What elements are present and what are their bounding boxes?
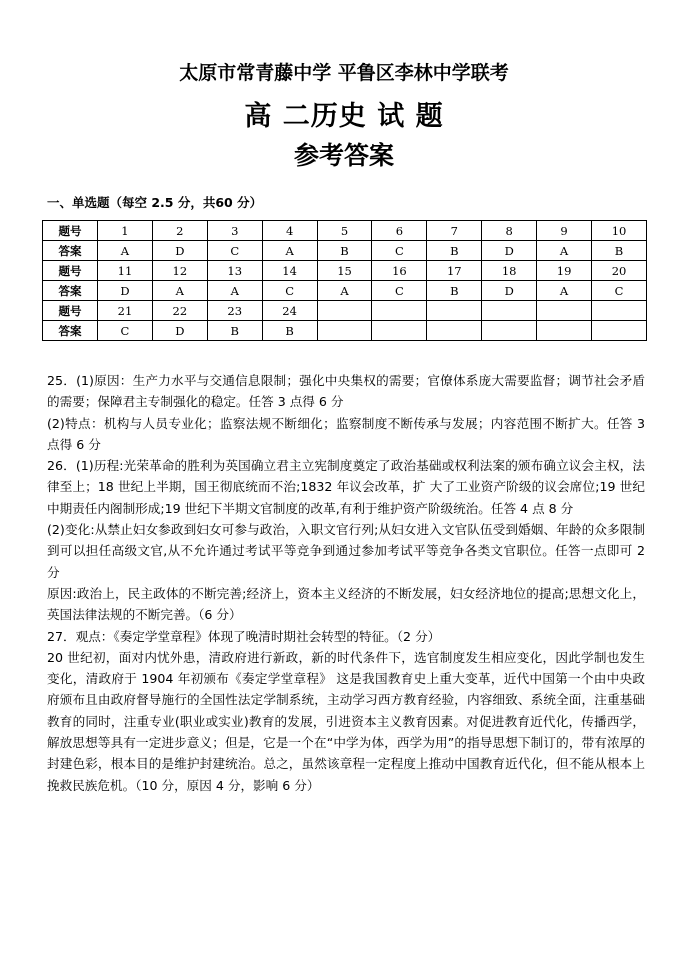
answer-cell [372, 321, 427, 341]
answer-cell: A [262, 241, 317, 261]
answer-cell [592, 321, 647, 341]
answer-cell: D [482, 281, 537, 301]
question-number-cell: 21 [98, 301, 153, 321]
question-number-cell [427, 301, 482, 321]
answer-cell: C [372, 241, 427, 261]
answer-cell: C [592, 281, 647, 301]
answer-cell [537, 321, 592, 341]
paragraph: (2)特点：机构与人员专业化；监察法规不断细化；监察制度不断传承与发展；内容范围不断扩大。任答 3 点得 6 分 [47, 415, 645, 452]
answer-row [43, 281, 647, 301]
question-number-cell: 2 [152, 221, 207, 241]
paragraph: 25．(1)原因：生产力水平与交通信息限制；强化中央集权的需要；官僚体系庞大需要监督；调节社会矛盾的需要；保障君主专制强化的稳定。任答 3 点得 6 分 [47, 373, 645, 410]
answer-cell: B [592, 241, 647, 261]
row-label: 答案 [43, 321, 98, 341]
question-number-cell: 18 [482, 261, 537, 281]
answer-table [42, 220, 647, 341]
question-number-cell: 15 [317, 261, 372, 281]
answer-cell: A [537, 241, 592, 261]
answer-row [43, 241, 647, 261]
answer-cell: B [427, 241, 482, 261]
answer-text [47, 370, 645, 796]
question-number-cell: 13 [207, 261, 262, 281]
question-number-cell: 11 [98, 261, 153, 281]
subject-title: 高 二历史 试 题 [244, 101, 444, 132]
answer-cell: D [482, 241, 537, 261]
row-label: 答案 [43, 281, 98, 301]
question-number-cell: 8 [482, 221, 537, 241]
answer-cell: C [262, 281, 317, 301]
answer-cell: B [427, 281, 482, 301]
paragraph: 20 世纪初，面对内忧外患，清政府进行新政，新的时代条件下，选官制度发生相应变化，因此学制也发生变化，清政府于 1904 年初颁布《奏定学堂章程》 这是我国教育史上重大变革，近代中国第一个由中央政府颁布且由政府督导施行的全国性法定学制系统，主动学习西方教育经验，内容细致、系统全面，注重基础教育的同时，注重专业(职业或实业)教育的发展，引进资本主义教育因素。对促进教育近代化，传播西学，解放思想等具有一定进步意义；但是，它是一个在“中学为体，西学为用”的指导思想下制订的，带有浓厚的封建色彩，根本目的是维护封建统治。总之，虽然该章程一定程度上推动中国教育近代化，但不能从根本上挽救民族危机。（10 分，原因 4 分，影响 6 分） [47, 649, 645, 793]
question-number-cell: 3 [207, 221, 262, 241]
answer-cell: A [207, 281, 262, 301]
question-number-cell [537, 301, 592, 321]
answer-cell: C [98, 321, 153, 341]
answer-cell: D [152, 241, 207, 261]
question-number-cell: 7 [427, 221, 482, 241]
answer-cell: A [98, 241, 153, 261]
answer-row [43, 321, 647, 341]
question-number-cell: 4 [262, 221, 317, 241]
question-number-cell: 24 [262, 301, 317, 321]
answer-cell: D [152, 321, 207, 341]
answer-cell: B [317, 241, 372, 261]
question-number-cell [372, 301, 427, 321]
question-number-cell: 23 [207, 301, 262, 321]
paragraph: 27．观点：《奏定学堂章程》体现了晚清时期社会转型的特征。（2 分） [47, 628, 441, 644]
question-number-cell: 19 [537, 261, 592, 281]
answer-cell: A [317, 281, 372, 301]
answer-cell: D [98, 281, 153, 301]
question-number-cell: 12 [152, 261, 207, 281]
answer-cell [317, 321, 372, 341]
question-number-cell: 22 [152, 301, 207, 321]
row-label: 题号 [43, 221, 98, 241]
question-number-cell [317, 301, 372, 321]
row-label: 题号 [43, 301, 98, 321]
row-label: 题号 [43, 261, 98, 281]
answer-cell: C [207, 241, 262, 261]
question-number-cell: 1 [98, 221, 153, 241]
row-label: 答案 [43, 241, 98, 261]
answer-cell: C [372, 281, 427, 301]
answer-cell: A [537, 281, 592, 301]
question-number-cell: 16 [372, 261, 427, 281]
question-number-cell: 20 [592, 261, 647, 281]
question-number-cell: 10 [592, 221, 647, 241]
question-number-cell: 5 [317, 221, 372, 241]
question-number-cell: 6 [372, 221, 427, 241]
answer-cell: A [152, 281, 207, 301]
question-number-row [43, 301, 647, 321]
answer-cell [482, 321, 537, 341]
doc-type-title: 参考答案 [293, 141, 394, 170]
question-number-cell: 9 [537, 221, 592, 241]
paragraph: 26．(1)历程:光荣革命的胜利为英国确立君主立宪制度奠定了政治基础或权利法案的颁布确立议会主权，法律至上；18 世纪上半期，国王彻底统而不治;1832 年议会改革，扩 大了工业资产阶级的议会席位;19 世纪中期责任内阁制形成;19 世纪下半期文官制度的改革,有利于维护资产阶级统治。任答 4 点 8 分 [47, 458, 645, 516]
question-number-cell [482, 301, 537, 321]
section-heading: 一、单选题（每空 2.5 分，共60 分） [47, 195, 263, 210]
paragraph: 原因:政治上，民主政体的不断完善;经济上，资本主义经济的不断发展，妇女经济地位的提高;思想文化上，英国法律法规的不断完善。（6 分） [47, 585, 645, 623]
paragraph: (2)变化:从禁止妇女参政到妇女可参与政治，入职文官行列;从妇女进入文官队伍受到婚姻、年龄的众多限制到可以担任高级文官,从不允许通过考试平等竞争到通过参加考试平等竞争各类文官职位。任答一点即可 2 分 [47, 522, 645, 580]
question-number-cell: 14 [262, 261, 317, 281]
answer-cell [427, 321, 482, 341]
answer-cell: B [207, 321, 262, 341]
question-number-row [43, 261, 647, 281]
answer-cell: B [262, 321, 317, 341]
question-number-row [43, 221, 647, 241]
question-number-cell: 17 [427, 261, 482, 281]
question-number-cell [592, 301, 647, 321]
school-title: 太原市常青藤中学 平鲁区李林中学联考 [179, 62, 509, 84]
